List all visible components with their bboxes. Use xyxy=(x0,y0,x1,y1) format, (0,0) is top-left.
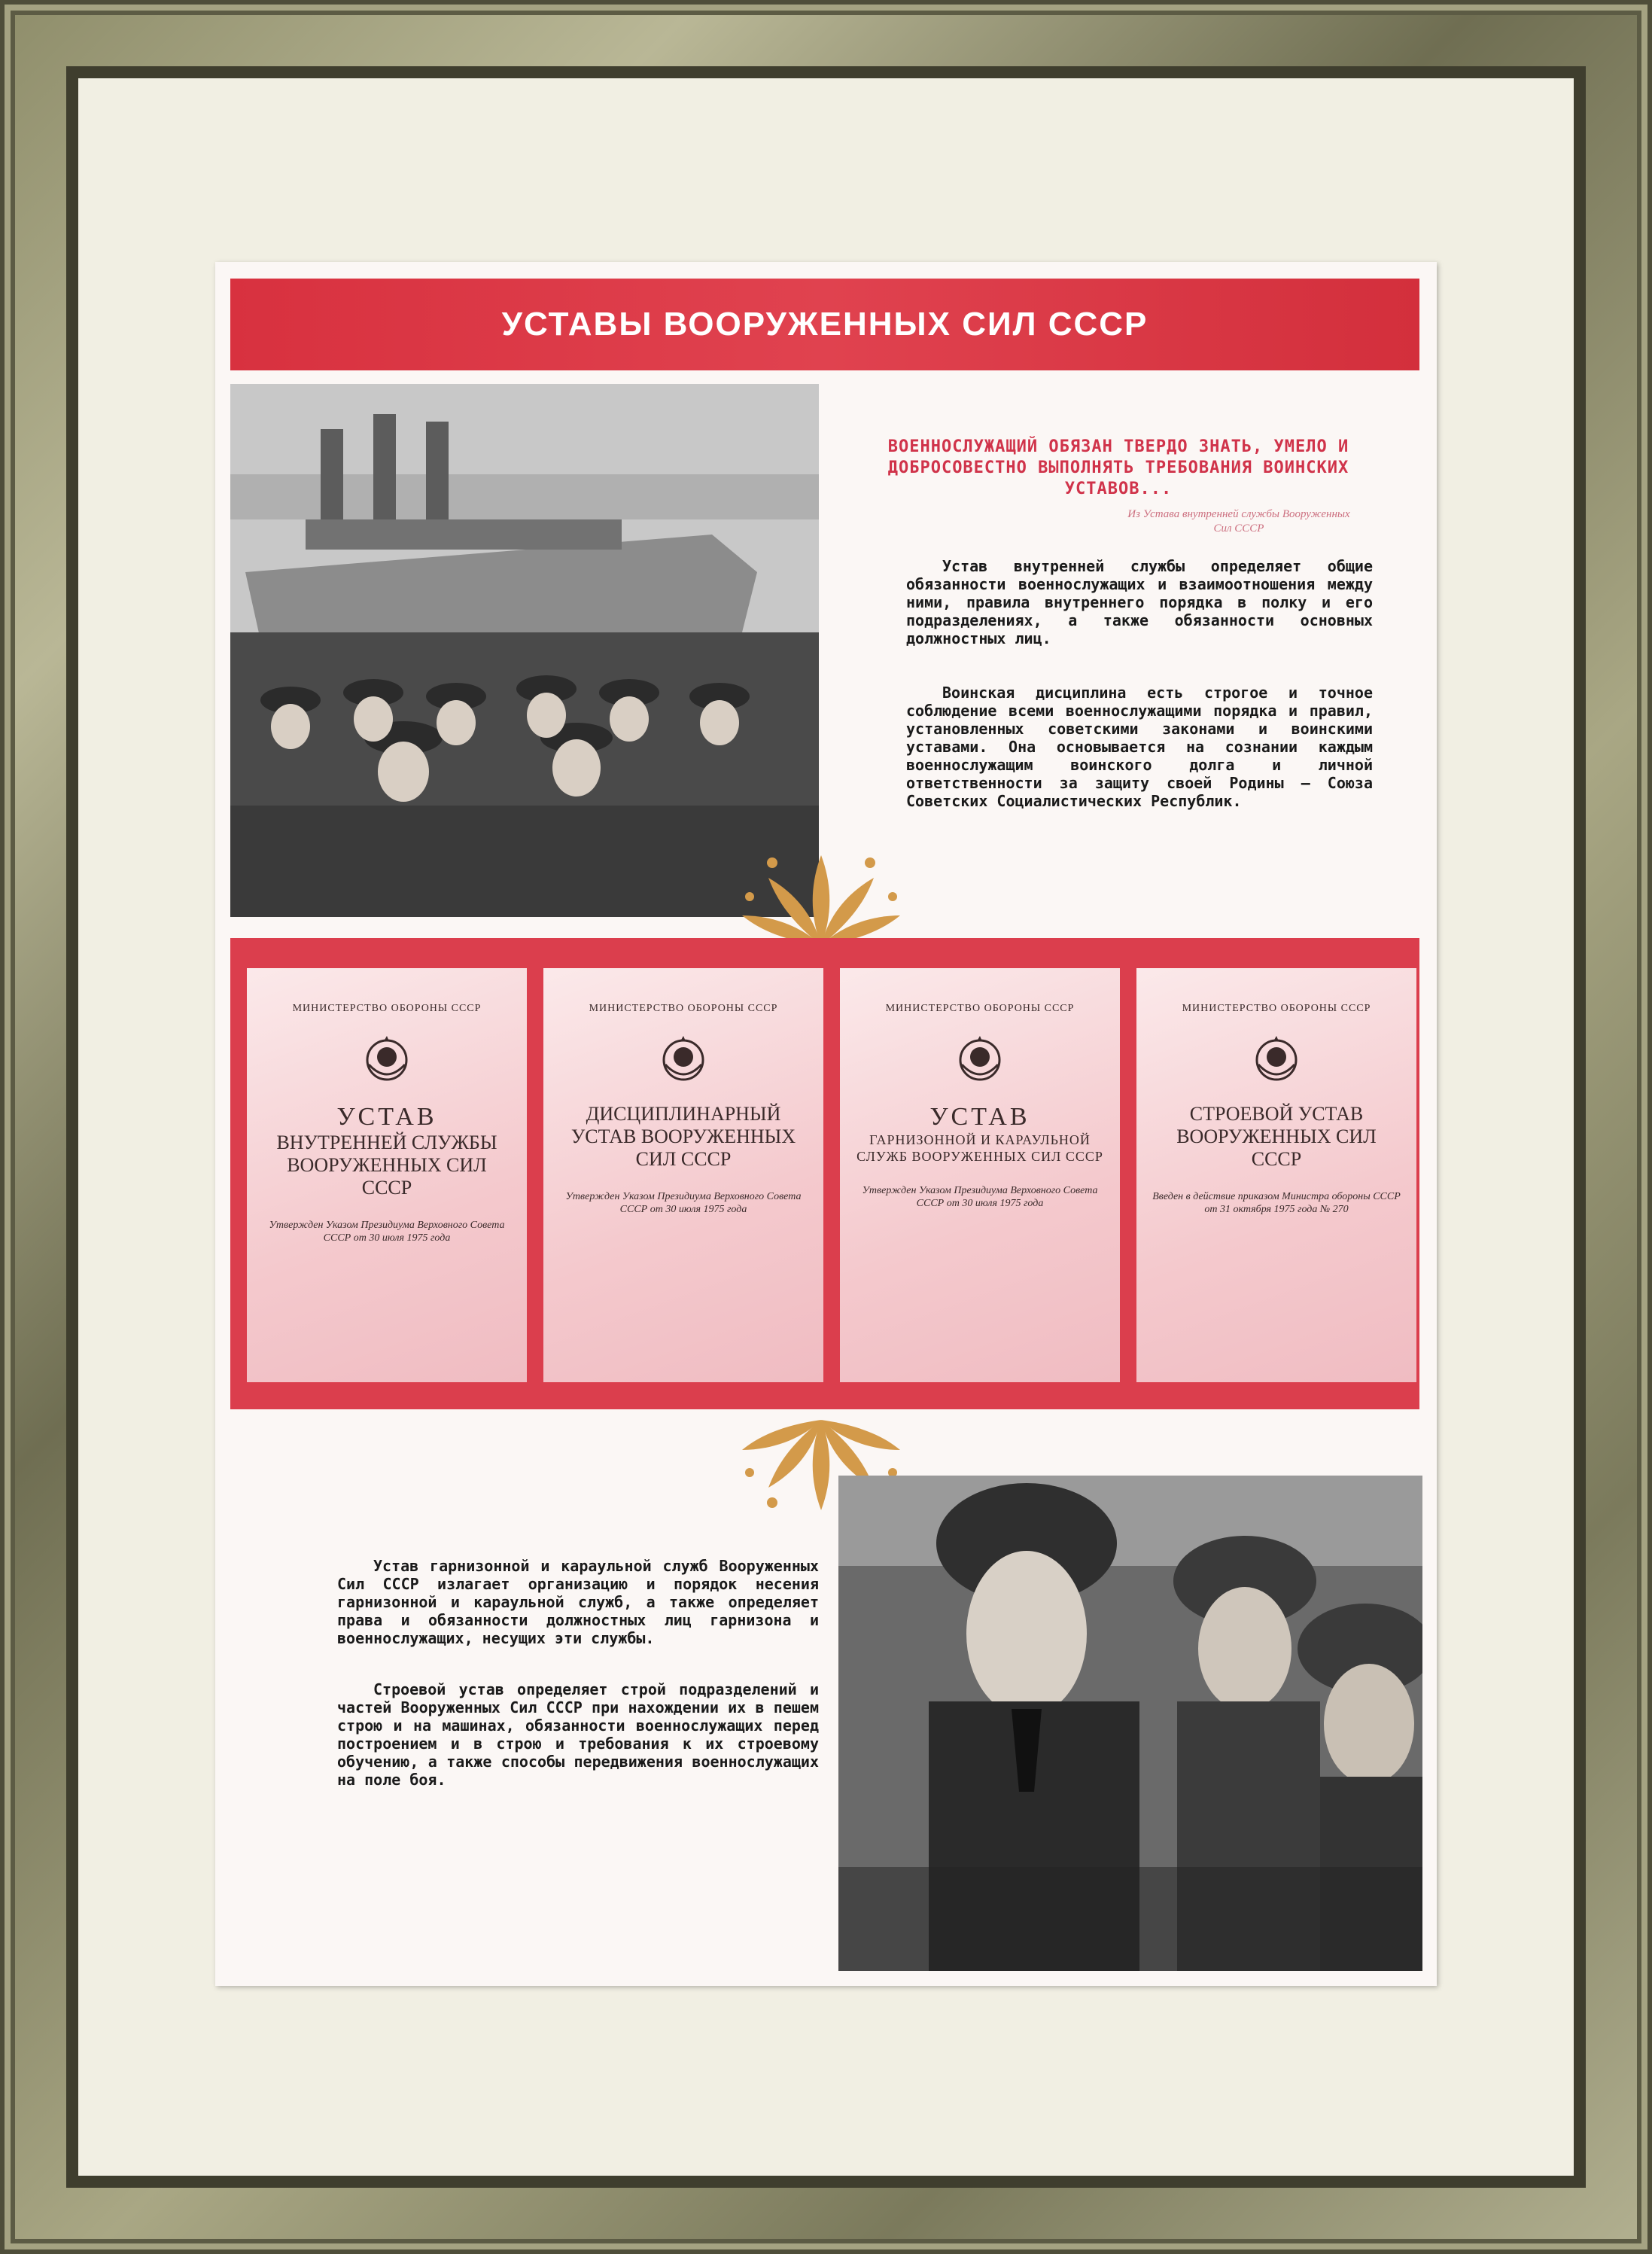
paragraph-internal-service: Устав внутренней службы определяет общие обязанности военнослужащих и взаимоотношения между ними, правила внутреннего порядка в полку и его подразделениях, а также обязанности основных должностных лиц. xyxy=(906,557,1373,647)
regulation-books-band xyxy=(230,938,1419,1409)
book-approval-note: Утвержден Указом Президиума Верховного Совета СССР от 30 июля 1975 года xyxy=(565,1191,802,1215)
book-disciplinary xyxy=(543,968,823,1382)
book-title-sub: СТРОЕВОЙ УСТАВ ВООРУЖЕННЫХ СИЛ СССР xyxy=(1176,1103,1377,1170)
floral-ornament-icon xyxy=(727,840,915,953)
ussr-emblem-icon xyxy=(954,1034,1005,1086)
paragraph-garrison-guard: Устав гарнизонной и караульной служб Вооруженных Сил СССР излагает организацию и порядок несения гарнизонной и караульной служб, а также определяет права и обязанности должностных лиц гарнизона и военнослужащих, несущих эти службы. xyxy=(337,1557,819,1647)
paragraph-military-discipline: Воинская дисциплина есть строгое и точное соблюдение всеми военнослужащими порядка и правил, установленных советскими законами и воинскими уставами. Она основывается на сознании каждым военнослужащим воинского долга и личной ответственности за защиту своей Родины — Союза Советских Социалистических Республик. xyxy=(906,684,1373,810)
photo-soldiers-in-helmets xyxy=(838,1476,1422,1971)
ussr-emblem-icon xyxy=(1251,1034,1302,1086)
book-approval-note: Утвержден Указом Президиума Верховного Совета СССР от 30 июля 1975 года xyxy=(269,1220,505,1244)
book-ministry-label: МИНИСТЕРСТВО ОБОРОНЫ СССР xyxy=(292,1003,482,1014)
soldiers-illustration xyxy=(838,1476,1422,1971)
regulation-quote: ВОЕННОСЛУЖАЩИЙ ОБЯЗАН ТВЕРДО ЗНАТЬ, УМЕЛО И ДОБРОСОВЕСТНО ВЫПОЛНЯТЬ ТРЕБОВАНИЯ ВОИНСКИХ УСТАВОВ... xyxy=(887,437,1349,498)
quote-source: Из Устава внутренней службы Вооруженных Сил СССР xyxy=(1127,508,1350,535)
book-title-sub: ДИСЦИПЛИНАРНЫЙ УСТАВ ВООРУЖЕННЫХ СИЛ СССР xyxy=(570,1103,796,1170)
book-internal-service xyxy=(247,968,527,1382)
title-banner xyxy=(230,279,1419,370)
book-drill xyxy=(1136,968,1416,1382)
book-title-sub: ГАРНИЗОННОЙ И КАРАУЛЬНОЙ СЛУЖБ ВООРУЖЕННЫХ СИЛ СССР xyxy=(856,1132,1103,1164)
poster-title: УСТАВЫ ВООРУЖЕННЫХ СИЛ СССР xyxy=(501,306,1148,343)
book-title-main: УСТАВ xyxy=(336,1103,437,1131)
paragraph-drill: Строевой устав определяет строй подразделений и частей Вооруженных Сил СССР при нахождении их в пешем строю и на машинах, обязанности военнослужащих перед построением и в строю и требования к их строевому обучению, а также способы передвижения военнослужащих на поле боя. xyxy=(337,1680,819,1789)
book-title-main: УСТАВ xyxy=(929,1103,1030,1131)
book-ministry-label: МИНИСТЕРСТВО ОБОРОНЫ СССР xyxy=(589,1003,778,1014)
book-approval-note: Утвержден Указом Президиума Верховного Совета СССР от 30 июля 1975 года xyxy=(862,1185,1098,1209)
book-title-sub: ВНУТРЕННЕЙ СЛУЖБЫ ВООРУЖЕННЫХ СИЛ СССР xyxy=(276,1132,497,1199)
cruiser-parade-illustration xyxy=(230,384,819,917)
book-ministry-label: МИНИСТЕРСТВО ОБОРОНЫ СССР xyxy=(885,1003,1075,1014)
poster xyxy=(215,262,1437,1986)
book-ministry-label: МИНИСТЕРСТВО ОБОРОНЫ СССР xyxy=(1182,1003,1371,1014)
ussr-emblem-icon xyxy=(658,1034,709,1086)
ussr-emblem-icon xyxy=(361,1034,412,1086)
book-garrison-guard xyxy=(840,968,1120,1382)
book-approval-note: Введен в действие приказом Министра обороны СССР от 31 октября 1975 года № 270 xyxy=(1152,1191,1401,1215)
photo-cruiser-and-parade xyxy=(230,384,819,917)
